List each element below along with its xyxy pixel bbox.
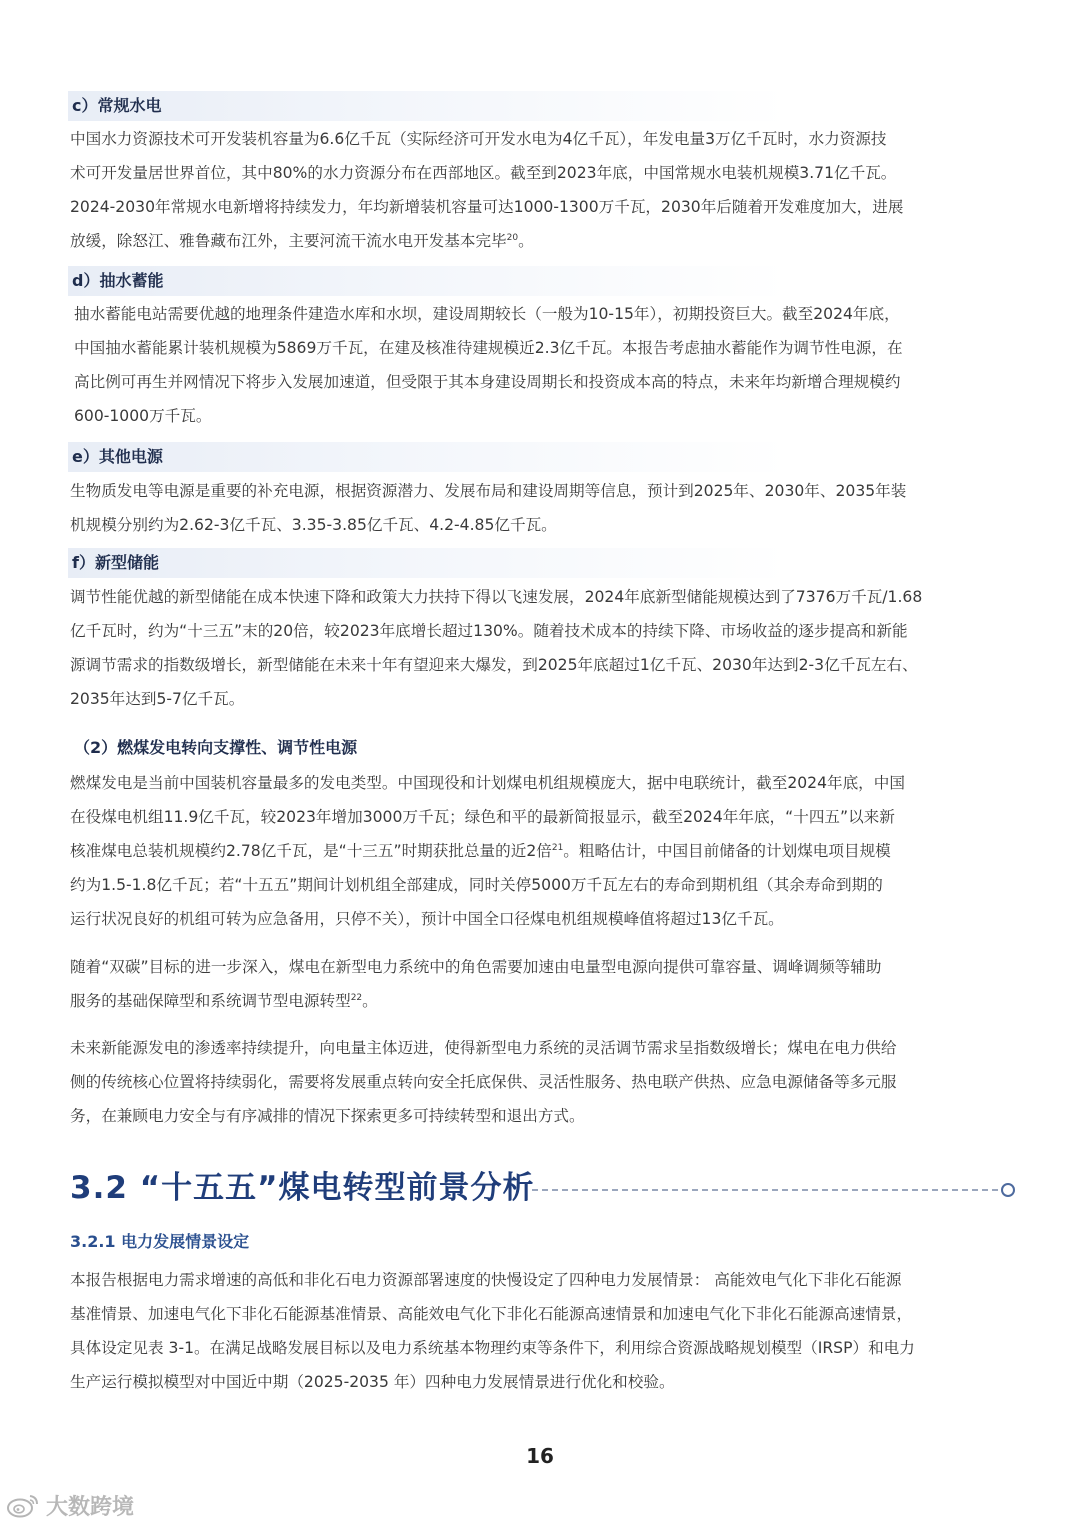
watermark <box>6 1490 134 1520</box>
subsection-heading-pumped-storage: d）抽水蓄能 <box>68 266 788 296</box>
text-line: 核准煤电总装机规模约2.78亿千瓦，是“十三五”时期获批总量的近2倍 <box>70 842 552 860</box>
text-line: 中国水力资源技术可开发装机容量为6.6亿千瓦（实际经济可开发水电为4亿千瓦），年发电量3万亿千瓦时，水力资源技 <box>70 130 887 148</box>
page-number: 16 <box>526 1444 554 1468</box>
subsection-heading-other-sources: e）其他电源 <box>68 442 788 472</box>
footnote-ref: 21 <box>551 842 564 853</box>
text-line: 调节性能优越的新型储能在成本快速下降和政策大力扶持下得以飞速发展，2024年底新型储能规模达到了7376万千瓦/1.68 <box>70 588 923 606</box>
text-line: 600-1000万千瓦。 <box>74 407 212 425</box>
text-line: 燃煤发电是当前中国装机容量最多的发电类型。中国现役和计划煤电机组规模庞大，据中电联统计，截至2024年底，中国 <box>70 774 905 792</box>
text-line-tail: 。粗略估计，中国目前储备的计划煤电项目规模 <box>563 842 891 860</box>
paragraph-coal-status <box>70 766 1020 936</box>
text-line: 中国抽水蓄能累计装机规模为5869万千瓦，在建及核准待建规模近2.3亿千瓦。本报告考虑抽水蓄能作为调节性电源，在 <box>74 339 903 357</box>
text-line: 机规模分别约为2.62-3亿千瓦、3.35-3.85亿千瓦、4.2-4.85亿千瓦。 <box>70 516 557 534</box>
text-line-tail: 。 <box>362 992 378 1010</box>
text-line: 放缓，除怒江、雅鲁藏布江外，主要河流干流水电开发基本完毕 <box>70 232 507 250</box>
text-line: 具体设定见表 3-1。在满足战略发展目标以及电力系统基本物理约束等条件下，利用综合资源战略规划模型（IRSP）和电力 <box>70 1339 915 1357</box>
text-line: 生产运行模拟模型对中国近中期（2025-2035 年）四种电力发展情景进行优化和校验。 <box>70 1373 675 1391</box>
footnote-ref: 20 <box>506 232 519 243</box>
subsection-heading-hydropower: c）常规水电 <box>68 91 788 121</box>
watermark-text: 大数跨境 <box>46 1494 135 1520</box>
text-line: 2024-2030年常规水电新增将持续发力，年均新增装机容量可达1000-1300万千瓦，2030年后随着开发难度加大，进展 <box>70 198 904 216</box>
footnote-ref: 22 <box>350 992 363 1003</box>
text-line: 亿千瓦时，约为“十三五”末的20倍，较2023年底增长超过130%。随着技术成本的持续下降、市场收益的逐步提高和新能 <box>70 622 908 640</box>
subsection-title-3-2-1: 3.2.1 电力发展情景设定 <box>70 1232 250 1251</box>
paragraph-scenarios <box>70 1263 1020 1399</box>
section-title-3-2: 3.2 “十五五”煤电转型前景分析 <box>70 1170 535 1206</box>
text-line: 高比例可再生并网情况下将步入发展加速道，但受限于其本身建设周期长和投资成本高的特点，未来年均新增合理规模约 <box>74 373 901 391</box>
paragraph-new-storage <box>70 580 1020 716</box>
text-line: 在役煤电机组11.9亿千瓦，较2023年增加3000万千瓦；绿色和平的最新简报显示，截至2024年年底，“十四五”以来新 <box>70 808 895 826</box>
text-line: 本报告根据电力需求增速的高低和非化石电力资源部署速度的快慢设定了四种电力发展情景： 高能效电气化下非化石能源 <box>70 1271 902 1289</box>
text-line: 随着“双碳”目标的进一步深入，煤电在新型电力系统中的角色需要加速由电量型电源向提供可靠容量、调峰调频等辅助 <box>70 958 882 976</box>
text-line: 2035年达到5-7亿千瓦。 <box>70 690 245 708</box>
weibo-logo-icon <box>6 1491 40 1519</box>
subsection-heading-new-storage: f）新型储能 <box>68 548 788 578</box>
text-line: 源调节需求的指数级增长，新型储能在未来十年有望迎来大爆发，到2025年底超过1亿千瓦、2030年达到2-3亿千瓦左右、 <box>70 656 918 674</box>
paragraph-coal-future <box>70 1031 1020 1133</box>
text-line: 抽水蓄能电站需要优越的地理条件建造水库和水坝，建设周期较长（一般为10-15年），初期投资巨大。截至2024年底， <box>74 305 900 323</box>
title-end-circle-icon <box>1001 1183 1015 1197</box>
text-line: 生物质发电等电源是重要的补充电源，根据资源潜力、发展布局和建设周期等信息，预计到2025年、2030年、2035年装 <box>70 482 907 500</box>
text-line: 术可开发量居世界首位，其中80%的水力资源分布在西部地区。截至到2023年底，中国常规水电装机规模3.71亿千瓦。 <box>70 164 897 182</box>
paragraph-pumped-storage <box>74 297 1020 433</box>
text-line: 务，在兼顾电力安全与有序减排的情况下探索更多可持续转型和退出方式。 <box>70 1107 585 1125</box>
text-line: 未来新能源发电的渗透率持续提升，向电量主体迈进，使得新型电力系统的灵活调节需求呈指数级增长；煤电在电力供给 <box>70 1039 897 1057</box>
title-dashed-rule <box>532 1189 998 1191</box>
paragraph-coal-dual-carbon <box>70 950 1020 1018</box>
text-line: 约为1.5-1.8亿千瓦；若“十五五”期间计划机组全部建成，同时关停5000万千瓦左右的寿命到期机组（其余寿命到期的 <box>70 876 883 894</box>
text-line: 侧的传统核心位置将持续弱化，需要将发展重点转向安全托底保供、灵活性服务、热电联产供热、应急电源储备等多元服 <box>70 1073 897 1091</box>
text-line-tail: 。 <box>518 232 534 250</box>
section-heading-coal-power: （2）燃煤发电转向支撑性、调节性电源 <box>74 738 358 757</box>
text-line: 运行状况良好的机组可转为应急备用，只停不关），预计中国全口径煤电机组规模峰值将超过13亿千瓦。 <box>70 910 784 928</box>
text-line: 基准情景、加速电气化下非化石能源基准情景、高能效电气化下非化石能源高速情景和加速电气化下非化石能源高速情景， <box>70 1305 913 1323</box>
paragraph-hydropower <box>70 122 1020 258</box>
paragraph-other-sources <box>70 474 1020 542</box>
text-line: 服务的基础保障型和系统调节型电源转型 <box>70 992 351 1010</box>
